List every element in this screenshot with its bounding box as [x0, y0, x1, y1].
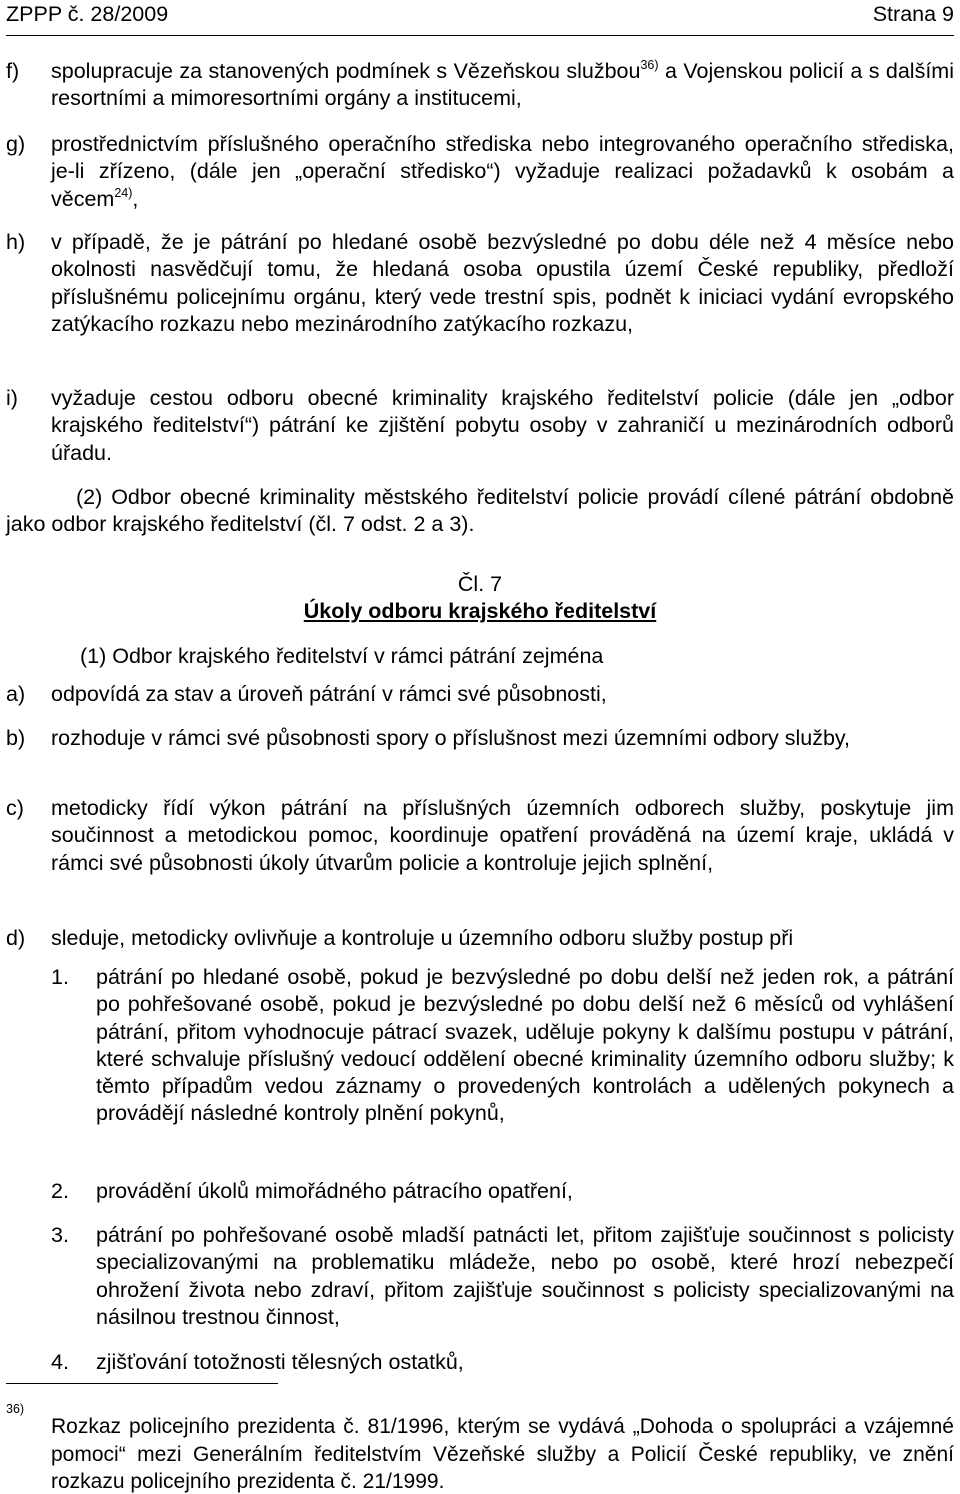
- subitem-1-text: pátrání po hledané osobě, pokud je bezvýsledné po dobu delší než jeden rok, a pátrání po pohřešované osobě, pokud je bezvýsledné po dobu delší než 6 měsíců od vyhlášení pátrání, přitom vyhodnocuje pátrací svazek, uděluje pokyny k dalšímu postupu v pátrání, které schvaluje příslušný vedoucí oddělení obecné kriminality územního odboru služby; k těmto případům vedou záznamy o provedených kontrolách a udělených pokynech a provádějí následné kontroly plnění pokynů,: [96, 965, 954, 1126]
- header-page-number: Strana 9: [872, 2, 954, 26]
- subitem-3-label: 3.: [51, 1223, 69, 1247]
- item-h-label: h): [6, 230, 26, 254]
- item-g-label: g): [6, 132, 26, 156]
- footnote-ref-36: 36): [640, 58, 659, 72]
- subitem-2-text: provádění úkolů mimořádného pátracího opatření,: [96, 1179, 573, 1203]
- item-i-label: i): [6, 386, 18, 410]
- header-document-id: ZPPP č. 28/2009: [6, 2, 169, 26]
- page-header: [6, 0, 954, 36]
- item-b-label: b): [6, 726, 26, 750]
- subitem-4-label: 4.: [51, 1350, 69, 1374]
- article-intro: (1) Odbor krajského ředitelství v rámci pátrání zejména: [80, 644, 604, 668]
- item-d-label: d): [6, 926, 26, 950]
- item-c-label: c): [6, 796, 24, 820]
- item-g-text: prostřednictvím příslušného operačního střediska nebo integrovaného operačního střediska, je-li zřízeno, (dále jen „operační středisko“) vyžaduje realizaci požadavků k osobám a věcem$^{24)}$,: [51, 132, 954, 211]
- subitem-1-label: 1.: [51, 965, 69, 989]
- item-f-text: spolupracuje za stanovených podmínek s Vězeňskou službou$^{36)}$ a Vojenskou policií a s dalšími resortními a mimoresortními orgány a institucemi,: [51, 58, 954, 111]
- subitem-2-label: 2.: [51, 1179, 69, 1203]
- subitem-4-text: zjišťování totožnosti tělesných ostatků,: [96, 1350, 464, 1374]
- item-a-label: a): [6, 682, 26, 706]
- footnote-separator: [6, 1383, 278, 1384]
- item-h-text: v případě, že je pátrání po hledané osobě bezvýsledné po dobu déle než 4 měsíce nebo okolnosti nasvědčují tomu, že hledaná osoba opustila území České republiky, předloží příslušnému policejnímu orgánu, který vede trestní spis, podnět k iniciaci vydání evropského zatýkacího rozkazu nebo mezinárodního zatýkacího rozkazu,: [51, 230, 954, 336]
- item-i-text: vyžaduje cestou odboru obecné kriminality krajského ředitelství policie (dále jen „odbor krajského ředitelství“) pátrání ke zjištění pobytu osoby v zahraničí u mezinárodních odborů úřadu.: [51, 386, 954, 465]
- item-c-text: metodicky řídí výkon pátrání na příslušných územních odborech služby, poskytuje jim součinnost a metodickou pomoc, koordinuje opatření prováděná na území kraje, ukládá v rámci své působnosti úkoly útvarům policie a kontroluje jejich splnění,: [51, 796, 954, 875]
- footnote-text: Rozkaz policejního prezidenta č. 81/1996, kterým se vydává „Dohoda o spolupráci a vzájemné pomoci“ mezi Generálním ředitelstvím Vězeňské služby a Policií České republiky, ve znění rozkazu policejního prezidenta č. 21/1999.: [51, 1415, 954, 1493]
- subitem-3-text: pátrání po pohřešované osobě mladší patnácti let, přitom zajišťuje součinnost s policisty specializovanými na problematiku mládeže, nebo po osobě, které hrozí nebezpečí ohrožení života nebo zdraví, přitom zajišťuje součinnost s policisty specializovanými na násilnou trestnou činnost,: [96, 1223, 954, 1329]
- item-d-text: sleduje, metodicky ovlivňuje a kontroluje u územního odboru služby postup při: [51, 926, 794, 950]
- paragraph-2: (2) Odbor obecné kriminality městského ředitelství policie provádí cílené pátrání obdobně jako odbor krajského ředitelství (čl. 7 odst. 2 a 3).: [6, 485, 954, 537]
- item-a-text: odpovídá za stav a úroveň pátrání v rámci své působnosti,: [51, 682, 607, 706]
- item-f-label: f): [6, 59, 20, 83]
- footnote-mark: 36): [6, 1402, 25, 1416]
- item-b-text: rozhoduje v rámci své působnosti spory o příslušnost mezi územními odbory služby,: [51, 726, 851, 750]
- article-title: Úkoly odboru krajského ředitelství: [303, 599, 657, 623]
- footnote-ref-24: 24): [114, 185, 133, 200]
- article-number: Čl. 7: [457, 572, 503, 596]
